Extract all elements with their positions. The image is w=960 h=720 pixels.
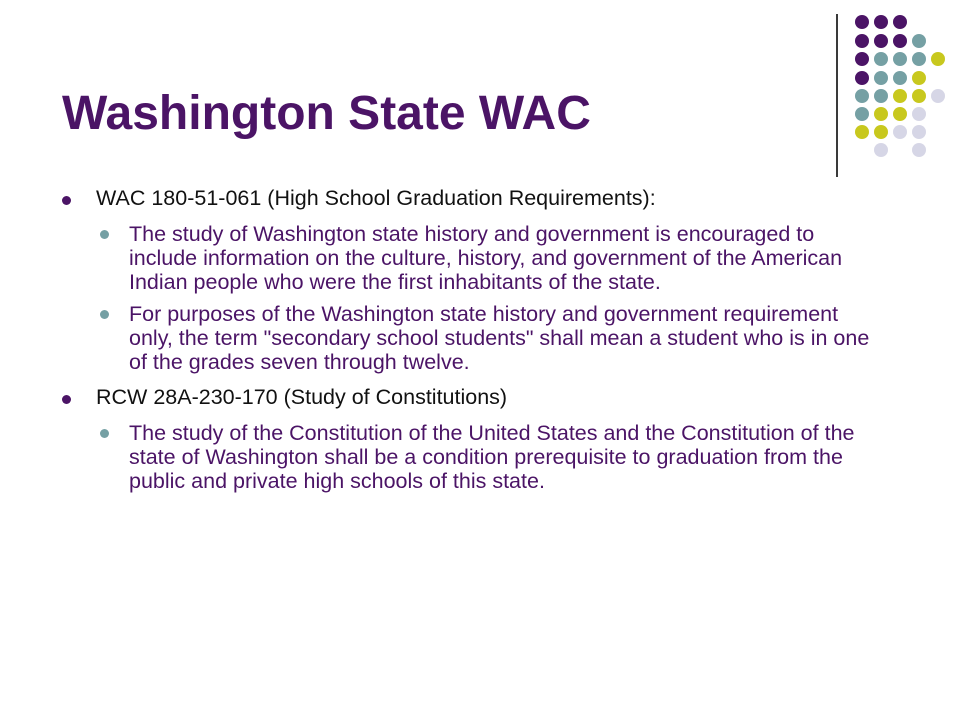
decor-dot xyxy=(912,34,926,48)
bullet-dot-icon xyxy=(100,310,109,319)
decor-dot xyxy=(893,71,907,85)
bullet-dot-icon xyxy=(62,196,71,205)
decor-dot xyxy=(874,125,888,139)
decor-dot xyxy=(855,89,869,103)
decor-dot xyxy=(855,71,869,85)
bullet-dot-icon xyxy=(100,429,109,438)
decor-dot xyxy=(893,107,907,121)
slide-title: Washington State WAC xyxy=(62,87,591,140)
decor-dot xyxy=(874,107,888,121)
sub-bullet-text: The study of the Constitution of the United States and the Constitution of the state of Washington shall be a condition prerequisite to graduation from the public and private high schools of this state. xyxy=(129,421,855,493)
bullet-dot-icon xyxy=(100,230,109,239)
decor-dot xyxy=(874,52,888,66)
decor-dot xyxy=(874,71,888,85)
decor-dot xyxy=(893,15,907,29)
slide-content xyxy=(62,183,882,501)
decor-dot xyxy=(893,52,907,66)
decor-dot xyxy=(912,71,926,85)
sub-bullet-constitutions xyxy=(62,421,882,493)
decor-dot xyxy=(874,34,888,48)
decor-dot xyxy=(855,107,869,121)
decor-dot xyxy=(912,89,926,103)
decor-dot xyxy=(912,143,926,157)
sub-bullet-text: For purposes of the Washington state history and government requirement only, the term "secondary school students" shall mean a student who is in one of the grades seven through twelve. xyxy=(129,302,870,374)
sub-bullet-secondary-students xyxy=(62,302,882,374)
decor-dot xyxy=(874,15,888,29)
decor-dot xyxy=(912,125,926,139)
bullet-text: WAC 180-51-061 (High School Graduation Requirements): xyxy=(96,186,656,210)
bullet-wac-heading xyxy=(62,183,882,214)
decor-dot xyxy=(855,34,869,48)
decor-dot xyxy=(855,52,869,66)
decor-dot xyxy=(893,34,907,48)
bullet-text: RCW 28A-230-170 (Study of Constitutions) xyxy=(96,385,508,409)
decorative-divider-line xyxy=(836,14,838,177)
decor-dot xyxy=(931,89,945,103)
decor-dot xyxy=(855,125,869,139)
decor-dot xyxy=(912,107,926,121)
decor-dot xyxy=(874,143,888,157)
decor-dot xyxy=(855,15,869,29)
decor-dot xyxy=(893,125,907,139)
decor-dot xyxy=(874,89,888,103)
decor-dot xyxy=(912,52,926,66)
decor-dot xyxy=(931,52,945,66)
bullet-dot-icon xyxy=(62,395,71,404)
decor-dot xyxy=(893,89,907,103)
sub-bullet-history-culture xyxy=(62,222,882,294)
sub-bullet-text: The study of Washington state history and government is encouraged to include information on the culture, history, and government of the American Indian people who were the first inhabitants of the state. xyxy=(129,222,843,294)
bullet-rcw-heading xyxy=(62,382,882,413)
